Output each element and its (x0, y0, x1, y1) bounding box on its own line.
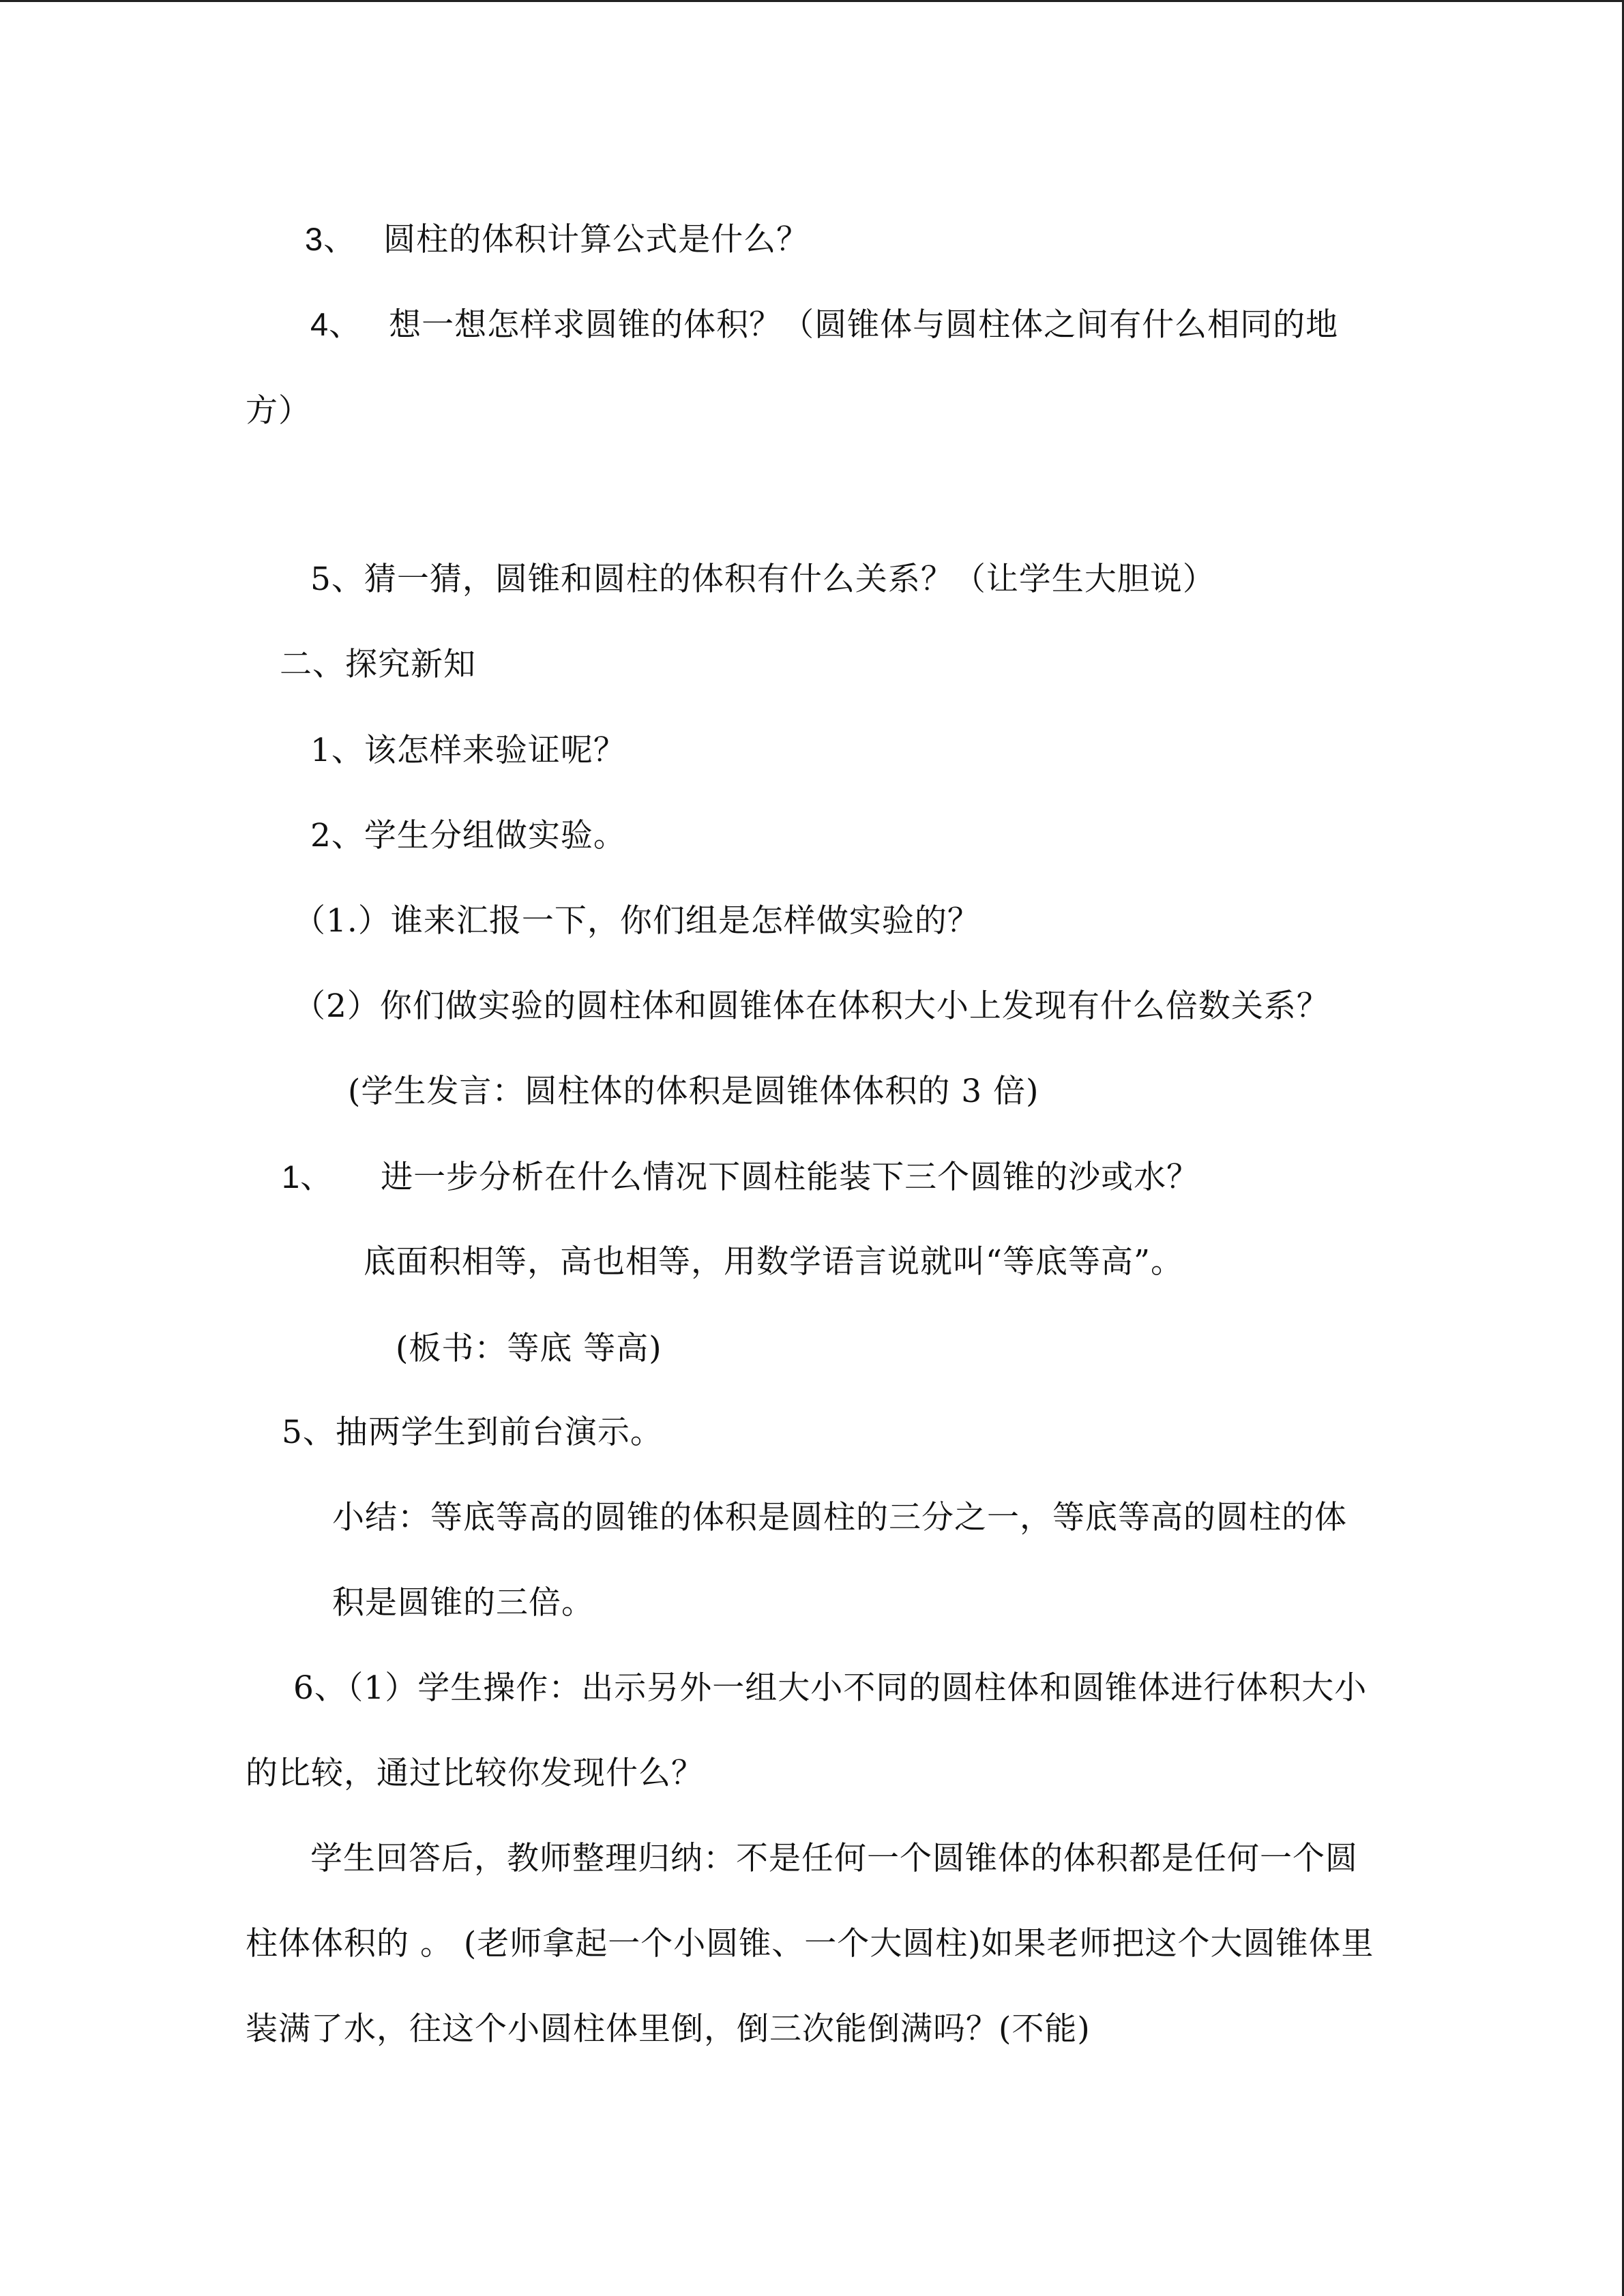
question-4 (310, 304, 1338, 346)
step-5: 5、抽两学生到前台演示。 (282, 1414, 663, 1451)
analysis-text: 进一步分析在什么情况下圆柱能装下三个圆锥的沙或水？ (381, 1159, 1200, 1196)
sub-step-1: （1.）谁来汇报一下，你们组是怎样做实验的？ (293, 902, 980, 940)
question-text: 圆柱的体积计算公式是什么？ (383, 221, 810, 258)
step-6-line-1: 6、（1）学生操作：出示另外一组大小不同的圆柱体和圆锥体进行体积大小 (293, 1669, 1368, 1707)
summary-line-1: 小结：等底等高的圆锥的体积是圆柱的三分之一，等底等高的圆柱的体 (332, 1499, 1347, 1536)
board-writing: (板书：等底 等高) (396, 1330, 662, 1367)
teacher-summary-line-3: 装满了水，往这个小圆柱体里倒，倒三次能倒满吗？(不能) (246, 2010, 1091, 2048)
list-number: 1、 (282, 1159, 334, 1195)
question-text: 想一想怎样求圆锥的体积？（圆锥体与圆柱体之间有什么相同的地 (389, 306, 1339, 344)
section-heading: 二、探究新知 (280, 646, 476, 683)
step-2: 2、学生分组做实验。 (310, 817, 626, 854)
list-number: 4、 (310, 306, 362, 342)
step-1: 1、该怎样来验证呢？ (310, 732, 626, 769)
sub-step-2: （2）你们做实验的圆柱体和圆锥体在体积大小上发现有什么倍数关系？ (293, 987, 1329, 1025)
analysis-item (282, 1157, 1199, 1198)
equal-base-height-note: 底面积相等，高也相等，用数学语言说就叫“等底等高”。 (364, 1243, 1184, 1281)
step-6-line-2: 的比较，通过比较你发现什么？ (246, 1755, 704, 1792)
student-statement: (学生发言：圆柱体的体积是圆锥体体积的 3 倍) (348, 1073, 1039, 1110)
question-3 (305, 219, 809, 260)
teacher-summary-line-2: 柱体体积的 。 (老师拿起一个小圆锥、一个大圆柱)如果老师把这个大圆锥体里 (246, 1925, 1374, 1963)
question-4-continuation: 方） (246, 392, 311, 430)
question-5: 5、猜一猜，圆锥和圆柱的体积有什么关系？（让学生大胆说） (310, 561, 1215, 598)
teacher-summary-line-1: 学生回答后，教师整理归纳：不是任何一个圆锥体的体积都是任何一个圆 (310, 1840, 1358, 1877)
summary-line-2: 积是圆锥的三倍。 (332, 1584, 594, 1622)
list-number: 3、 (305, 221, 357, 257)
